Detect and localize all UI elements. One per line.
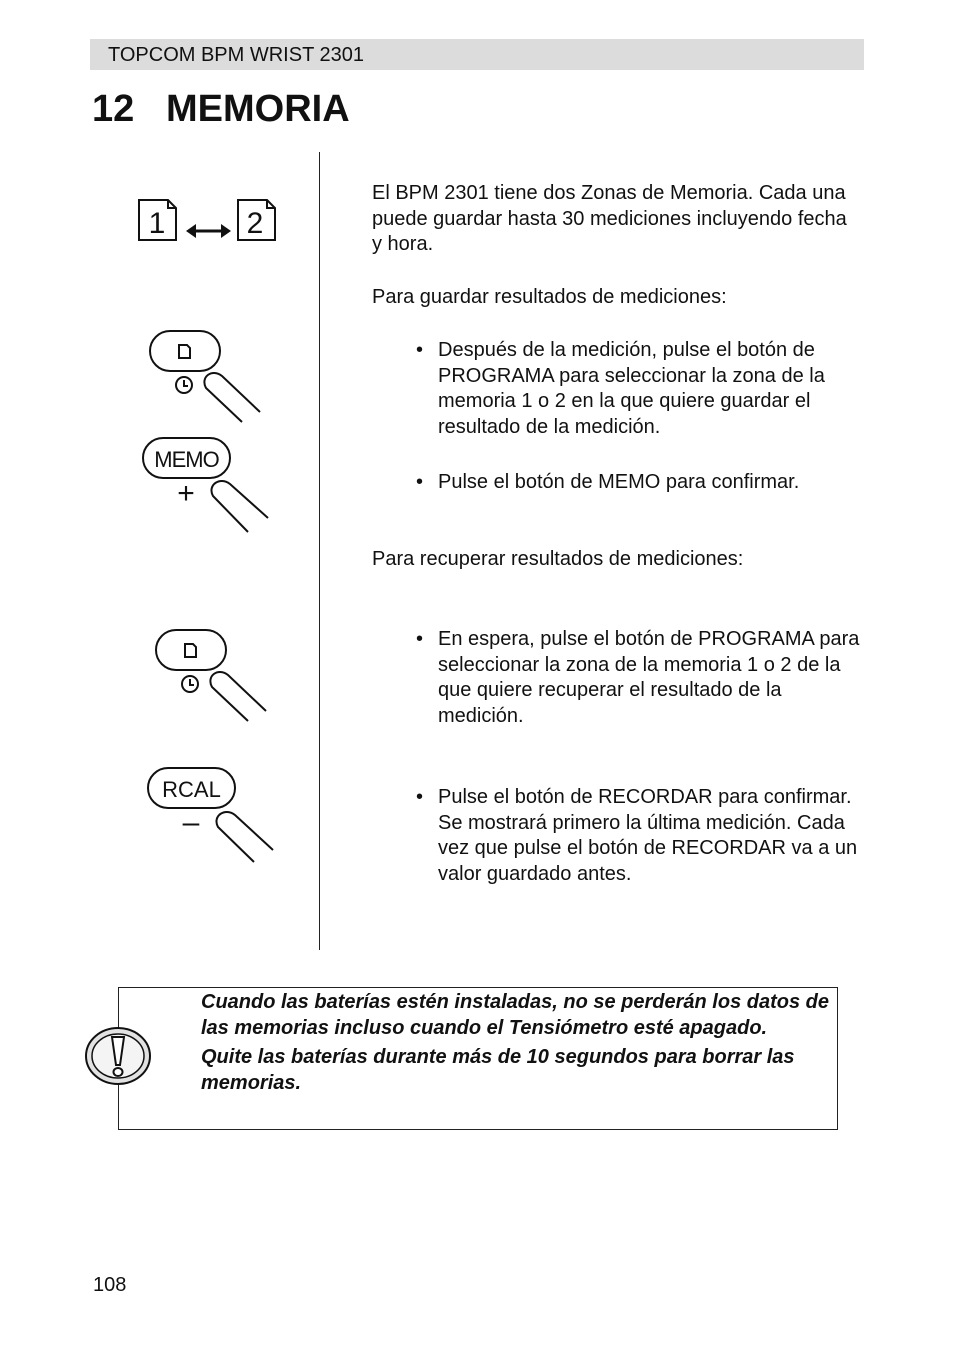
recall-step-2 — [416, 785, 862, 887]
memory-zone-2-icon — [238, 200, 275, 240]
save-step-2-text: Pulse el botón de MEMO para confirmar. — [438, 471, 800, 493]
double-arrow-icon — [186, 224, 231, 238]
finger-pressing-icon — [216, 812, 273, 862]
clock-icon — [182, 676, 198, 692]
memo-button-icon — [143, 438, 230, 478]
bullet-marker: • — [416, 339, 424, 361]
note-text — [201, 990, 835, 1096]
section-title-text: MEMORIA — [166, 88, 350, 130]
program-button-icon — [150, 331, 220, 371]
recall-step-1-text: En espera, pulse el botón de PROGRAMA para seleccionar la zona de la memoria 1 o 2 de la que quiere recuperar el resultado de la medición. — [438, 628, 860, 727]
finger-pressing-icon — [204, 373, 260, 422]
column-divider — [319, 152, 320, 950]
memo-button-label: MEMO — [154, 447, 219, 472]
recall-step-2-text: Pulse el botón de RECORDAR para confirmar. Se mostrará primero la última medición. Cada vez que pulse el botón de RECORDAR va a un valor guardado antes. — [438, 786, 858, 885]
bullet-marker: • — [416, 786, 424, 808]
note-line-2: Quite las baterías durante más de 10 segundos para borrar las memorias. — [201, 1046, 795, 1094]
plus-icon: + — [177, 477, 195, 510]
intro-paragraph: El BPM 2301 tiene dos Zonas de Memoria. Cada una puede guardar hasta 30 mediciones incluyendo fecha y hora. — [372, 182, 847, 255]
page-number: 108 — [93, 1274, 127, 1296]
recall-button-icon — [148, 768, 235, 808]
save-heading: Para guardar resultados de mediciones: — [372, 286, 727, 308]
section-number: 12 — [92, 88, 135, 130]
save-step-1-text: Después de la medición, pulse el botón de PROGRAMA para seleccionar la zona de la memoria 1 o 2 en la que quiere guardar el resultado de la medición. — [438, 339, 825, 438]
save-step-1 — [416, 338, 862, 440]
memory-zone-1-label: 1 — [148, 207, 166, 240]
recall-step-1 — [416, 627, 862, 729]
illustrations — [0, 0, 320, 960]
save-step-2 — [416, 470, 862, 496]
header-bar — [90, 39, 864, 70]
minus-icon: – — [182, 806, 200, 839]
bullet-marker: • — [416, 471, 424, 493]
program-button-icon — [156, 630, 226, 670]
header-title: TOPCOM BPM WRIST 2301 — [108, 44, 364, 66]
note-line-1: Cuando las baterías estén instaladas, no se perderán los datos de las memorias incluso cuando el Tensiómetro esté apagado. — [201, 991, 829, 1039]
recall-heading: Para recuperar resultados de mediciones: — [372, 548, 744, 570]
finger-pressing-icon — [210, 672, 266, 721]
section-title — [92, 86, 350, 132]
finger-pressing-icon — [211, 481, 268, 532]
bullet-marker: • — [416, 628, 424, 650]
memory-zone-2-label: 2 — [246, 207, 264, 240]
clock-icon — [176, 377, 192, 393]
memory-zone-1-icon — [139, 200, 176, 240]
warning-icon — [84, 1025, 152, 1087]
recall-button-label: RCAL — [162, 777, 221, 802]
